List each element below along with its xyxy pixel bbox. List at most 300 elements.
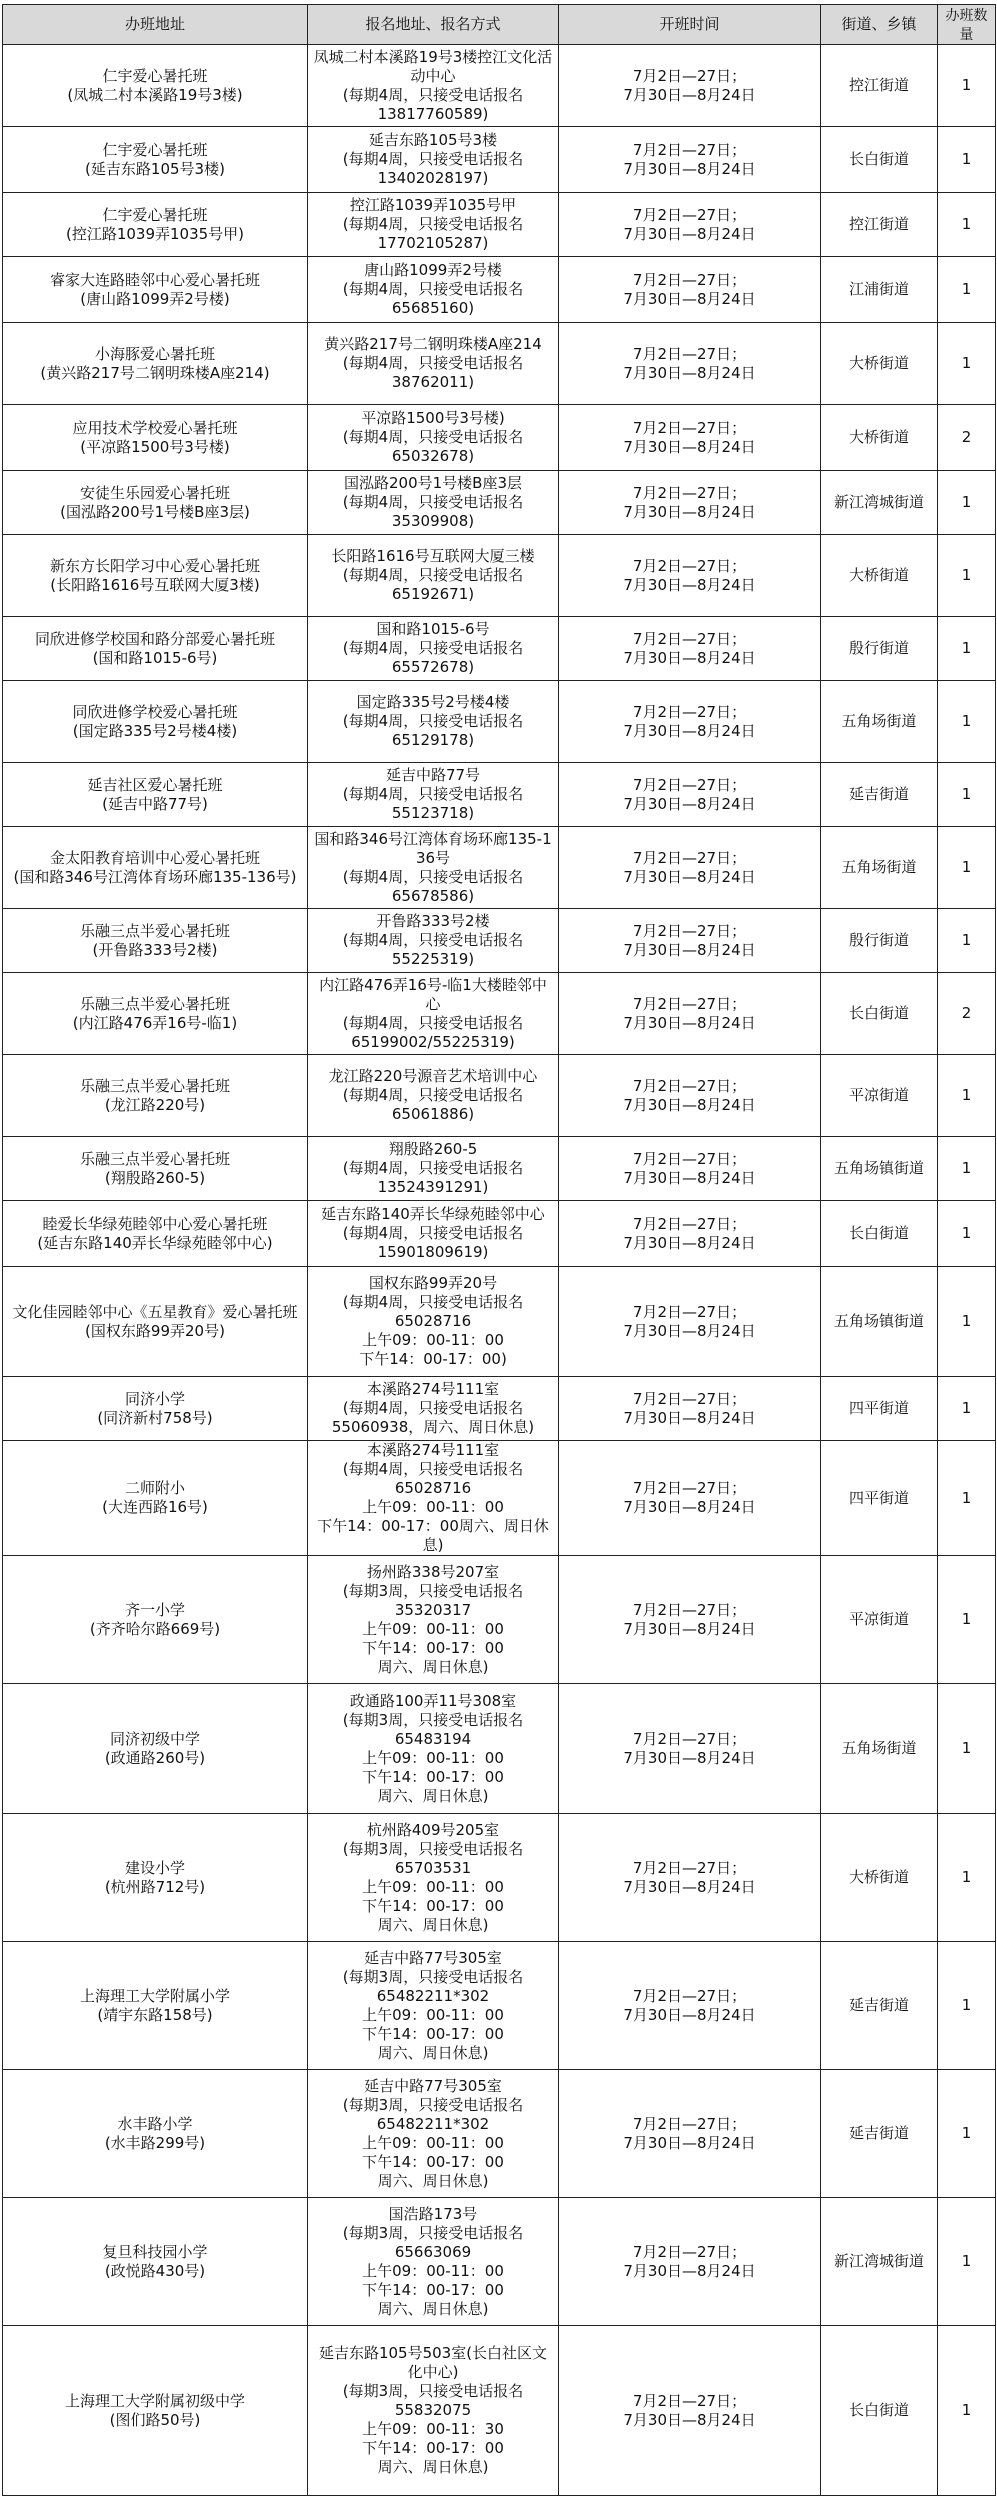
schedule-cell-line: 7月2日—27日； — [632, 270, 747, 289]
registration-cell-line: 上午09：00-11：00 — [362, 1877, 504, 1896]
schedule-cell — [559, 193, 821, 257]
schedule-cell-line: 7月2日—27日； — [632, 1600, 747, 1619]
registration-cell — [308, 193, 559, 257]
registration-cell-line: 内江路476弄16号-临1大楼睦邻中心 — [319, 975, 547, 1013]
venue-cell — [3, 1201, 308, 1267]
registration-cell-line: (每期4周，只接受电话报名 — [342, 493, 524, 511]
venue-cell — [3, 1441, 308, 1556]
venue-cell-line: 仁宇爱心暑托班 — [102, 205, 208, 224]
count-cell: 1 — [938, 323, 996, 405]
count-cell: 1 — [938, 763, 996, 827]
table-row — [3, 1814, 996, 1942]
venue-cell — [3, 1556, 308, 1684]
venue-cell — [3, 973, 308, 1055]
schedule-cell-line: 7月30日—8月24日 — [623, 1013, 756, 1032]
venue-cell-line: (国泓路200号1号楼B座3层) — [60, 502, 250, 521]
venue-cell-line: (翔殷路260-5) — [104, 1168, 206, 1187]
street-cell: 殷行街道 — [821, 617, 938, 681]
header-schedule: 开班时间 — [559, 5, 821, 45]
schedule-cell-line: 7月30日—8月24日 — [623, 575, 756, 594]
registration-cell-line: 65482211*302 — [376, 1986, 490, 2005]
registration-cell-line: 控江路1039弄1035号甲 — [349, 196, 517, 214]
schedule-cell-line: 7月2日—27日； — [632, 140, 747, 159]
table-row — [3, 1267, 996, 1377]
venue-cell-line: (国定路335号2号楼4楼) — [72, 721, 238, 740]
registration-cell-line: 55832075 — [394, 2401, 472, 2419]
registration-cell-line: 延吉东路140弄长华绿苑睦邻中心 — [321, 1205, 545, 1223]
schedule-cell-line: 7月30日—8月24日 — [623, 648, 756, 667]
table-row — [3, 257, 996, 323]
schedule-cell — [559, 257, 821, 323]
registration-cell-line: (每期3周，只接受电话报名 — [342, 2382, 524, 2400]
registration-cell — [308, 2198, 559, 2326]
count-cell: 1 — [938, 127, 996, 193]
registration-cell-line: 65703531 — [394, 1858, 472, 1877]
registration-cell-line: 国和路346号江湾体育场环廊135-136号 — [314, 829, 552, 867]
registration-cell-line: 上午09：00-11：00 — [362, 2005, 504, 2024]
venue-cell — [3, 323, 308, 405]
venue-cell-line: 上海理工大学附属初级中学 — [64, 2391, 245, 2410]
street-cell: 延吉街道 — [821, 2070, 938, 2198]
registration-cell-line: 黄兴路217号二钢明珠楼A座214 — [324, 335, 542, 353]
schedule-cell-line: 7月30日—8月24日 — [623, 867, 756, 886]
header-count: 办班数量 — [938, 5, 996, 45]
schedule-cell-line: 7月30日—8月24日 — [623, 1877, 756, 1896]
schedule-cell-line: 7月30日—8月24日 — [623, 289, 756, 308]
registration-cell-line: 65028716 — [394, 1479, 472, 1497]
count-cell: 1 — [938, 1137, 996, 1201]
registration-cell-line: (每期4周，只接受电话报名 — [342, 1159, 524, 1177]
registration-cell-line: 13817760589) — [377, 104, 489, 123]
schedule-cell-line: 7月2日—27日； — [632, 994, 747, 1013]
registration-cell-line: 65572678) — [391, 658, 475, 676]
street-cell: 长白街道 — [821, 2326, 938, 2496]
venue-cell-line: 上海理工大学附属小学 — [79, 1986, 230, 2005]
street-cell: 五角场街道 — [821, 681, 938, 763]
schedule-cell-line: 7月30日—8月24日 — [623, 1321, 756, 1340]
street-cell: 长白街道 — [821, 973, 938, 1055]
registration-cell-line: 15901809619) — [377, 1243, 489, 1261]
schedule-cell-line: 7月2日—27日； — [632, 1986, 747, 2005]
venue-cell — [3, 1377, 308, 1441]
venue-cell-line: (国和路1015-6号) — [92, 648, 218, 667]
venue-cell-line: 文化佳园睦邻中心《五星教育》爱心暑托班 — [12, 1302, 298, 1321]
registration-cell-line: (每期4周，只接受电话报名 — [342, 931, 524, 949]
schedule-cell — [559, 535, 821, 617]
registration-cell-line: 65061886) — [391, 1105, 475, 1123]
venue-cell-line: (黄兴路217号二钢明珠楼A座214) — [40, 363, 270, 382]
registration-cell-line: 周六、周日休息) — [377, 1786, 489, 1805]
registration-cell-line: 龙江路220号源音艺术培训中心 — [328, 1067, 538, 1085]
table-row — [3, 1684, 996, 1814]
registration-cell-line: (每期4周，只接受电话报名 — [342, 428, 524, 446]
venue-cell-line: 乐融三点半爱心暑托班 — [79, 1076, 230, 1095]
schedule-cell-line: 7月2日—27日； — [632, 629, 747, 648]
registration-cell-line: 国和路1015-6号 — [376, 620, 490, 638]
registration-cell-line: 65663069 — [394, 2242, 472, 2261]
venue-cell — [3, 2198, 308, 2326]
table-row — [3, 827, 996, 909]
table-body — [3, 45, 996, 2496]
venue-cell — [3, 1684, 308, 1814]
registration-cell-line: (每期3周，只接受电话报名 — [342, 1710, 524, 1729]
venue-cell-line: (靖宇东路158号) — [97, 2005, 213, 2024]
street-cell: 延吉街道 — [821, 1942, 938, 2070]
schedule-cell-line: 7月30日—8月24日 — [623, 940, 756, 959]
schedule-cell-line: 7月30日—8月24日 — [623, 1408, 756, 1427]
schedule-cell-line: 7月2日—27日； — [632, 1149, 747, 1168]
registration-cell-line: 65028716 — [394, 1312, 472, 1330]
count-cell: 1 — [938, 617, 996, 681]
header-street: 街道、乡镇 — [821, 5, 938, 45]
header-registration: 报名地址、报名方式 — [308, 5, 559, 45]
count-cell: 1 — [938, 1684, 996, 1814]
registration-cell-line: 17702105287) — [377, 234, 489, 252]
schedule-cell — [559, 1441, 821, 1556]
venue-cell-line: 新东方长阳学习中心爱心暑托班 — [49, 556, 260, 575]
schedule-cell-line: 7月2日—27日； — [632, 2391, 747, 2410]
street-cell: 延吉街道 — [821, 763, 938, 827]
venue-cell — [3, 2070, 308, 2198]
table-row — [3, 405, 996, 471]
registration-cell-line: 平凉路1500号3号楼) — [361, 409, 505, 427]
table-row — [3, 617, 996, 681]
schedule-cell-line: 7月30日—8月24日 — [623, 437, 756, 456]
registration-cell-line: (每期4周，只接受电话报名 — [342, 354, 524, 372]
venue-cell-line: 同济初级中学 — [109, 1729, 200, 1748]
registration-cell-line: 下午14：00-17：00 — [362, 2152, 504, 2171]
venue-cell-line: (图们路50号) — [109, 2410, 201, 2429]
schedule-cell — [559, 127, 821, 193]
venue-cell-line: (开鲁路333号2楼) — [92, 940, 218, 959]
venue-cell-line: 乐融三点半爱心暑托班 — [79, 1149, 230, 1168]
venue-cell — [3, 827, 308, 909]
venue-cell — [3, 1942, 308, 2070]
venue-cell-line: (内江路476弄16号-临1) — [72, 1013, 238, 1032]
schedule-cell-line: 7月2日—27日； — [632, 2242, 747, 2261]
registration-cell — [308, 257, 559, 323]
registration-cell-line: 65129178) — [391, 731, 475, 749]
schedule-cell-line: 7月2日—27日； — [632, 1214, 747, 1233]
schedule-cell — [559, 1942, 821, 2070]
registration-cell-line: 周六、周日休息) — [377, 2043, 489, 2062]
table-row — [3, 127, 996, 193]
registration-cell-line: 下午14：00-17：00周六、周日休息) — [317, 1517, 549, 1554]
table-row — [3, 2326, 996, 2496]
street-cell: 长白街道 — [821, 1201, 938, 1267]
street-cell: 平凉街道 — [821, 1055, 938, 1137]
registration-cell — [308, 1377, 559, 1441]
header-venue: 办班地址 — [3, 5, 308, 45]
registration-cell-line: (每期4周，只接受电话报名 — [342, 639, 524, 657]
venue-cell — [3, 257, 308, 323]
venue-cell-line: 同济小学 — [124, 1389, 185, 1408]
count-cell: 1 — [938, 257, 996, 323]
schedule-cell — [559, 681, 821, 763]
venue-cell-line: (龙江路220号) — [104, 1095, 206, 1114]
table-row — [3, 1441, 996, 1556]
registration-cell-line: 延吉东路105号503室(长白社区文化中心) — [318, 2344, 548, 2381]
registration-cell — [308, 763, 559, 827]
registration-cell — [308, 1942, 559, 2070]
registration-cell-line: (每期3周，只接受电话报名 — [342, 1967, 524, 1986]
registration-cell-line: 本溪路274号111室 — [366, 1441, 500, 1459]
registration-cell-line: (每期4周，只接受电话报名 — [342, 1013, 524, 1032]
venue-cell-line: 睦爱长华绿苑睦邻中心爱心暑托班 — [42, 1214, 268, 1233]
venue-cell-line: 二师附小 — [124, 1479, 185, 1497]
schedule-cell — [559, 1055, 821, 1137]
registration-cell-line: 65483194 — [394, 1729, 472, 1748]
registration-cell-line: 周六、周日休息) — [377, 1657, 489, 1676]
registration-cell-line: 38762011) — [391, 373, 475, 391]
schedule-cell — [559, 2198, 821, 2326]
registration-cell — [308, 2070, 559, 2198]
registration-cell-line: (每期4周，只接受电话报名 — [342, 85, 524, 104]
registration-cell — [308, 1556, 559, 1684]
registration-cell — [308, 1814, 559, 1942]
schedule-cell-line: 7月30日—8月24日 — [623, 2261, 756, 2280]
count-cell: 1 — [938, 2326, 996, 2496]
registration-cell-line: 国定路335号2号楼4楼 — [356, 693, 510, 711]
registration-cell-line: 55123718) — [391, 804, 475, 822]
registration-cell-line: (每期4周，只接受电话报名 — [342, 1224, 524, 1242]
registration-cell — [308, 45, 559, 127]
schedule-cell — [559, 1684, 821, 1814]
schedule-cell-line: 7月2日—27日； — [632, 205, 747, 224]
schedule-cell-line: 7月2日—27日； — [632, 556, 747, 575]
schedule-cell-line: 7月2日—27日； — [632, 66, 747, 85]
table-row — [3, 763, 996, 827]
schedule-cell — [559, 1377, 821, 1441]
schedule-cell-line: 7月2日—27日； — [632, 2114, 747, 2133]
registration-cell-line: (每期4周，只接受电话报名 — [342, 785, 524, 803]
street-cell: 江浦街道 — [821, 257, 938, 323]
registration-cell-line: (每期3周，只接受电话报名 — [342, 2095, 524, 2114]
schedule-cell-line: 7月2日—27日； — [632, 1858, 747, 1877]
registration-cell-line: (每期4周，只接受电话报名 — [342, 1460, 524, 1478]
count-cell: 1 — [938, 909, 996, 973]
registration-cell — [308, 617, 559, 681]
count-cell: 1 — [938, 1267, 996, 1377]
registration-cell-line: 下午14：00-17：00 — [362, 2280, 504, 2299]
street-cell: 大桥街道 — [821, 1814, 938, 1942]
table-row — [3, 909, 996, 973]
venue-cell-line: (齐齐哈尔路669号) — [89, 1619, 221, 1638]
schedule-cell — [559, 827, 821, 909]
street-cell: 控江街道 — [821, 193, 938, 257]
venue-cell-line: 金太阳教育培训中心爱心暑托班 — [49, 848, 260, 867]
count-cell: 1 — [938, 1055, 996, 1137]
registration-cell — [308, 471, 559, 535]
registration-cell — [308, 323, 559, 405]
schedule-cell — [559, 1267, 821, 1377]
registration-cell-line: 65192671) — [391, 585, 475, 603]
count-cell: 1 — [938, 45, 996, 127]
registration-cell — [308, 1441, 559, 1556]
registration-cell-line: (每期4周，只接受电话报名 — [342, 150, 524, 168]
registration-cell-line: 上午09：00-11：00 — [362, 1498, 504, 1516]
venue-cell — [3, 1267, 308, 1377]
schedule-cell-line: 7月30日—8月24日 — [623, 2410, 756, 2429]
venue-cell-line: 水丰路小学 — [117, 2114, 193, 2133]
venue-cell-line: (国权东路99弄20号) — [85, 1321, 225, 1340]
registration-cell-line: 政通路100弄11号308室 — [349, 1691, 517, 1710]
street-cell: 四平街道 — [821, 1441, 938, 1556]
registration-cell-line: 凤城二村本溪路19号3楼控江文化活动中心 — [313, 47, 553, 85]
venue-cell-line: 小海豚爱心暑托班 — [94, 344, 215, 363]
venue-cell — [3, 763, 308, 827]
street-cell: 平凉街道 — [821, 1556, 938, 1684]
table-row — [3, 2070, 996, 2198]
count-cell: 1 — [938, 681, 996, 763]
schedule-cell-line: 7月2日—27日； — [632, 1389, 747, 1408]
registration-cell-line: 下午14：00-17：00 — [362, 1896, 504, 1915]
street-cell: 控江街道 — [821, 45, 938, 127]
venue-cell-line: (延吉东路140弄长华绿苑睦邻中心) — [37, 1233, 273, 1252]
schedule-cell-line: 7月30日—8月24日 — [623, 502, 756, 521]
venue-cell — [3, 2326, 308, 2496]
venue-cell-line: (水丰路299号) — [104, 2133, 206, 2152]
registration-cell-line: (每期4周，只接受电话报名 — [342, 566, 524, 584]
venue-cell-line: 乐融三点半爱心暑托班 — [79, 921, 230, 940]
schedule-cell-line: 7月30日—8月24日 — [623, 1233, 756, 1252]
schedule-cell — [559, 2070, 821, 2198]
venue-cell — [3, 127, 308, 193]
schedule-cell — [559, 405, 821, 471]
venue-cell-line: (大连西路16号) — [102, 1498, 208, 1516]
schedule-cell-line: 7月30日—8月24日 — [623, 721, 756, 740]
registration-cell — [308, 1267, 559, 1377]
count-cell: 1 — [938, 1942, 996, 2070]
schedule-cell-line: 7月30日—8月24日 — [623, 159, 756, 178]
schedule-cell-line: 7月2日—27日； — [632, 848, 747, 867]
table-row — [3, 681, 996, 763]
venue-cell — [3, 45, 308, 127]
schedule-cell-line: 7月2日—27日； — [632, 418, 747, 437]
schedule-cell — [559, 909, 821, 973]
schedule-cell — [559, 45, 821, 127]
venue-cell-line: 乐融三点半爱心暑托班 — [79, 994, 230, 1013]
table-row — [3, 45, 996, 127]
registration-cell-line: 上午09：00-11：00 — [362, 2261, 504, 2280]
registration-cell-line: 长阳路1616号互联网大厦三楼 — [331, 547, 535, 565]
street-cell: 新江湾城街道 — [821, 471, 938, 535]
registration-cell-line: (每期4周，只接受电话报名 — [342, 1293, 524, 1311]
count-cell: 1 — [938, 1814, 996, 1942]
table-row — [3, 193, 996, 257]
schedule-cell — [559, 1201, 821, 1267]
registration-cell-line: 延吉东路105号3楼 — [368, 131, 498, 149]
registration-cell-line: 唐山路1099弄2号楼 — [364, 261, 502, 279]
registration-cell-line: 下午14：00-17：00 — [362, 2024, 504, 2043]
venue-cell — [3, 193, 308, 257]
schedule-cell-line: 7月30日—8月24日 — [623, 2133, 756, 2152]
registration-cell-line: (每期3周，只接受电话报名 — [342, 1839, 524, 1858]
venue-cell — [3, 909, 308, 973]
registration-cell-line: (每期3周，只接受电话报名 — [342, 1581, 524, 1600]
registration-cell-line: 周六、周日休息) — [377, 2299, 489, 2318]
registration-cell-line: 35309908) — [391, 512, 475, 530]
registration-cell-line: (每期3周，只接受电话报名 — [342, 2223, 524, 2242]
table-row — [3, 1377, 996, 1441]
venue-cell — [3, 1814, 308, 1942]
venue-cell-line: (政悦路430号) — [104, 2261, 206, 2280]
registration-cell — [308, 1201, 559, 1267]
registration-cell-line: 延吉中路77号305室 — [364, 1948, 502, 1967]
schedule-cell-line: 7月30日—8月24日 — [623, 1168, 756, 1187]
schedule-cell-line: 7月30日—8月24日 — [623, 1619, 756, 1638]
count-cell: 2 — [938, 973, 996, 1055]
schedule-cell-line: 7月30日—8月24日 — [623, 1498, 756, 1516]
registration-cell-line: (每期4周，只接受电话报名 — [342, 1086, 524, 1104]
table-row — [3, 1201, 996, 1267]
table-row — [3, 1556, 996, 1684]
schedule-cell-line: 7月2日—27日； — [632, 921, 747, 940]
street-cell: 四平街道 — [821, 1377, 938, 1441]
schedule-cell-line: 7月2日—27日； — [632, 1076, 747, 1095]
registration-cell-line: (每期4周，只接受电话报名 — [342, 1399, 524, 1417]
table-row — [3, 973, 996, 1055]
count-cell: 1 — [938, 1441, 996, 1556]
count-cell: 1 — [938, 827, 996, 909]
street-cell: 大桥街道 — [821, 535, 938, 617]
schedule-cell — [559, 323, 821, 405]
registration-cell-line: 本溪路274号111室 — [366, 1380, 500, 1398]
schedule-cell-line: 7月2日—27日； — [632, 344, 747, 363]
table-row — [3, 1137, 996, 1201]
registration-cell-line: (每期4周，只接受电话报名 — [342, 280, 524, 298]
venue-cell-line: (控江路1039弄1035号甲) — [65, 224, 245, 243]
registration-cell-line: 下午14：00-17：00 — [362, 1638, 504, 1657]
table-header-row — [3, 5, 996, 45]
count-cell: 1 — [938, 193, 996, 257]
schedule-cell — [559, 973, 821, 1055]
registration-cell — [308, 1137, 559, 1201]
schedule-cell-line: 7月2日—27日； — [632, 1302, 747, 1321]
registration-cell-line: 65678586) — [391, 886, 475, 905]
street-cell: 长白街道 — [821, 127, 938, 193]
table-row — [3, 2198, 996, 2326]
street-cell: 五角场街道 — [821, 827, 938, 909]
venue-cell-line: 安徒生乐园爱心暑托班 — [79, 483, 230, 502]
venue-cell-line: (延吉东路105号3楼) — [85, 159, 225, 178]
street-cell: 大桥街道 — [821, 405, 938, 471]
registration-cell — [308, 1055, 559, 1137]
registration-cell-line: 扬州路338号207室 — [366, 1562, 500, 1581]
registration-cell-line: 13402028197) — [377, 169, 489, 187]
schedule-cell — [559, 1814, 821, 1942]
venue-cell-line: (唐山路1099弄2号楼) — [80, 289, 230, 308]
venue-cell-line: 齐一小学 — [124, 1600, 185, 1619]
venue-cell-line: (国和路346号江湾体育场环廊135-136号) — [13, 867, 297, 886]
schedule-cell-line: 7月2日—27日； — [632, 1729, 747, 1748]
venue-cell-line: 仁宇爱心暑托班 — [102, 66, 208, 85]
venue-cell — [3, 617, 308, 681]
registration-cell-line: 周六、周日休息) — [377, 2171, 489, 2190]
venue-cell-line: 仁宇爱心暑托班 — [102, 140, 208, 159]
table-row — [3, 471, 996, 535]
venue-cell-line: (凤城二村本溪路19号3楼) — [67, 85, 243, 104]
street-cell: 五角场镇街道 — [821, 1137, 938, 1201]
venue-cell — [3, 471, 308, 535]
schedule-cell-line: 7月30日—8月24日 — [623, 363, 756, 382]
venue-cell-line: 建设小学 — [124, 1858, 185, 1877]
registration-cell-line: 55225319) — [391, 950, 475, 968]
venue-cell-line: (政通路260号) — [104, 1748, 206, 1767]
venue-cell — [3, 535, 308, 617]
schedule-cell-line: 7月2日—27日； — [632, 483, 747, 502]
registration-cell — [308, 405, 559, 471]
